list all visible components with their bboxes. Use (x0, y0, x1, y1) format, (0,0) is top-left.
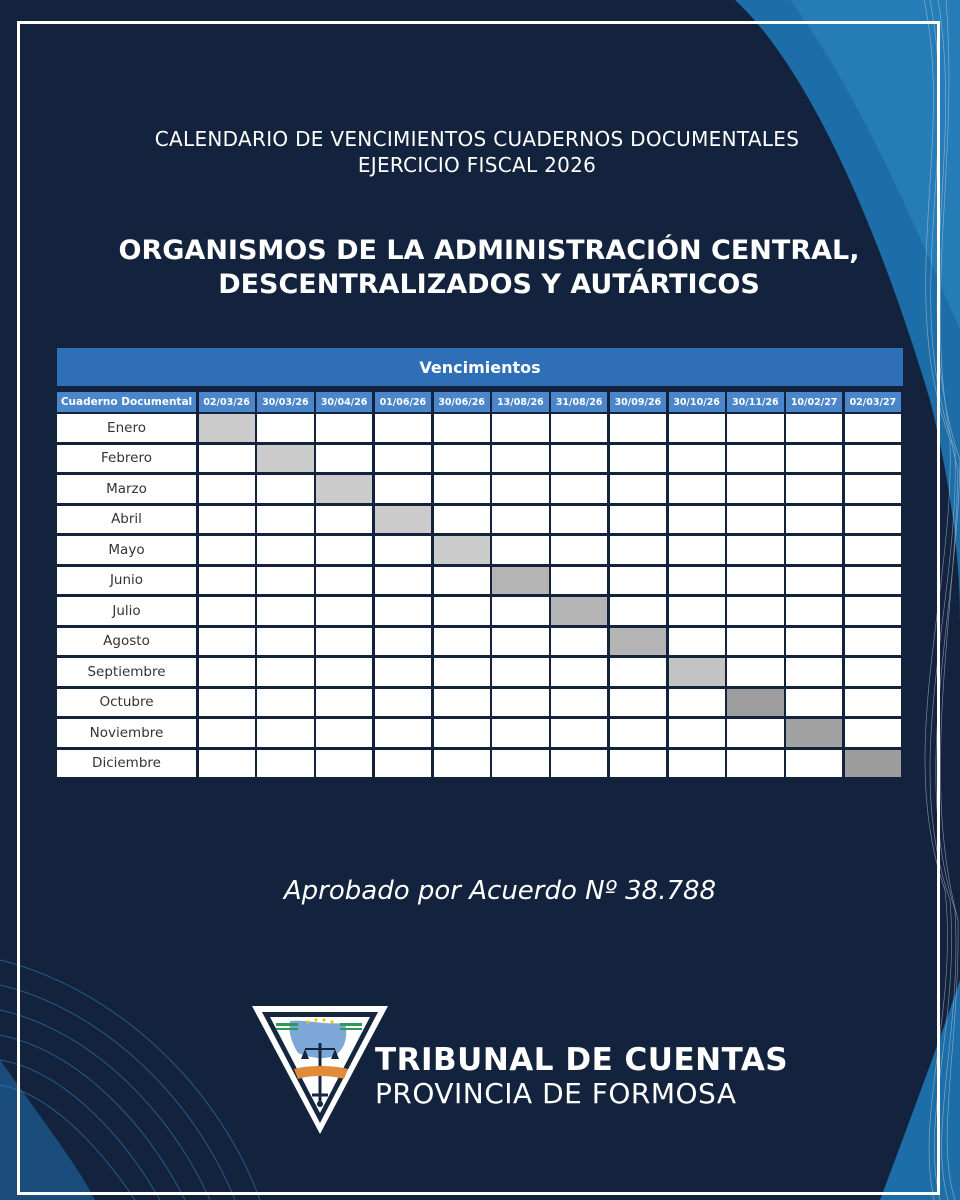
table-cell (492, 597, 548, 625)
table-cell (727, 414, 783, 442)
table-cell (669, 689, 725, 717)
table-cell (492, 506, 548, 534)
table-cell (434, 750, 490, 778)
table-cell (669, 475, 725, 503)
table-cell (551, 506, 607, 534)
row-label: Enero (57, 414, 196, 442)
table-cell (257, 567, 313, 595)
table-cell (551, 689, 607, 717)
table-cell (434, 414, 490, 442)
row-label: Diciembre (57, 750, 196, 778)
table-cell (727, 445, 783, 473)
table-cell (316, 506, 372, 534)
due-cell (786, 719, 842, 747)
row-label: Junio (57, 567, 196, 595)
row-label: Mayo (57, 536, 196, 564)
table-cell (316, 567, 372, 595)
table-cell (199, 445, 255, 473)
table-cell (610, 536, 666, 564)
tribunal-de-cuentas-emblem-icon (250, 1003, 390, 1137)
column-header-date: 30/03/26 (257, 392, 313, 412)
table-cell (434, 475, 490, 503)
row-label: Julio (57, 597, 196, 625)
table-cell (257, 750, 313, 778)
table-cell (551, 536, 607, 564)
table-cell (551, 414, 607, 442)
column-header-date: 01/06/26 (375, 392, 431, 412)
table-cell (610, 750, 666, 778)
due-cell (375, 506, 431, 534)
table-cell (610, 567, 666, 595)
table-cell (257, 689, 313, 717)
table-cell (551, 445, 607, 473)
table-cell (610, 445, 666, 473)
table-cell (375, 445, 431, 473)
table-cell (551, 719, 607, 747)
table-cell (845, 567, 901, 595)
column-header-cuaderno: Cuaderno Documental (57, 392, 196, 412)
row-label: Abril (57, 506, 196, 534)
table-cell (845, 414, 901, 442)
approval-note: Aprobado por Acuerdo Nº 38.788 (283, 876, 717, 906)
table-cell (375, 628, 431, 656)
table-cell (257, 597, 313, 625)
table-cell (257, 506, 313, 534)
table-cell (199, 658, 255, 686)
table-cell (199, 750, 255, 778)
table-cell (727, 719, 783, 747)
table-cell (434, 658, 490, 686)
table-cell (316, 689, 372, 717)
due-cell (492, 567, 548, 595)
table-cell (375, 567, 431, 595)
title-line-1: ORGANISMOS DE LA ADMINISTRACIÓN CENTRAL, (118, 235, 860, 266)
table-cell (669, 506, 725, 534)
due-cell (199, 414, 255, 442)
table-cell (551, 750, 607, 778)
table-cell (610, 506, 666, 534)
table-cell (492, 414, 548, 442)
table-cell (551, 658, 607, 686)
table-cell (375, 597, 431, 625)
table-cell (669, 719, 725, 747)
title-line-2: DESCENTRALIZADOS Y AUTÁRTICOS (218, 269, 760, 300)
table-cell (845, 475, 901, 503)
table-cell (492, 628, 548, 656)
table-cell (375, 658, 431, 686)
column-header-date: 30/04/26 (316, 392, 372, 412)
table-cell (492, 750, 548, 778)
table-cell (434, 567, 490, 595)
table-cell (786, 445, 842, 473)
table-cell (551, 567, 607, 595)
due-cell (845, 750, 901, 778)
row-label: Marzo (57, 475, 196, 503)
table-cell (727, 750, 783, 778)
table-cell (199, 506, 255, 534)
table-cell (786, 536, 842, 564)
table-cell (199, 536, 255, 564)
table-cell (669, 750, 725, 778)
table-cell (199, 567, 255, 595)
table-cell (492, 689, 548, 717)
table-cell (669, 597, 725, 625)
column-header-date: 10/02/27 (786, 392, 842, 412)
table-cell (551, 475, 607, 503)
row-label: Noviembre (57, 719, 196, 747)
table-cell (669, 567, 725, 595)
column-header-date: 31/08/26 (551, 392, 607, 412)
due-cell (727, 689, 783, 717)
table-cell (492, 475, 548, 503)
row-label: Agosto (57, 628, 196, 656)
table-cell (669, 536, 725, 564)
table-cell (316, 750, 372, 778)
table-cell (434, 597, 490, 625)
table-cell (199, 475, 255, 503)
table-cell (845, 597, 901, 625)
table-cell (492, 719, 548, 747)
table-cell (786, 506, 842, 534)
table-cell (316, 414, 372, 442)
table-cell (669, 445, 725, 473)
table-cell (727, 536, 783, 564)
table-cell (786, 628, 842, 656)
page-subtitle (0, 126, 954, 178)
organization-subtitle: PROVINCIA DE FORMOSA (375, 1077, 737, 1110)
table-cell (375, 414, 431, 442)
table-cell (727, 506, 783, 534)
organization-name: TRIBUNAL DE CUENTAS (375, 1042, 789, 1078)
due-cell (610, 628, 666, 656)
table-cell (669, 628, 725, 656)
column-header-date: 02/03/27 (845, 392, 901, 412)
table-cell (199, 597, 255, 625)
table-cell (375, 536, 431, 564)
table-cell (257, 658, 313, 686)
table-cell (199, 628, 255, 656)
table-cell (845, 628, 901, 656)
table-cell (434, 689, 490, 717)
page-title (0, 234, 960, 302)
row-label: Octubre (57, 689, 196, 717)
due-cell (434, 536, 490, 564)
table-cell (786, 658, 842, 686)
table-cell (375, 689, 431, 717)
table-cell (434, 506, 490, 534)
table-cell (610, 414, 666, 442)
table-cell (669, 414, 725, 442)
table-cell (786, 597, 842, 625)
table-cell (786, 414, 842, 442)
table-cell (845, 536, 901, 564)
table-cell (727, 597, 783, 625)
table-cell (257, 628, 313, 656)
due-cell (316, 475, 372, 503)
table-cell (257, 536, 313, 564)
table-cell (199, 689, 255, 717)
table-cell (434, 628, 490, 656)
table-cell (257, 475, 313, 503)
table-cell (610, 719, 666, 747)
row-label: Febrero (57, 445, 196, 473)
table-cell (434, 445, 490, 473)
schedule-table (57, 392, 903, 780)
table-cell (845, 658, 901, 686)
table-cell (727, 628, 783, 656)
column-header-date: 13/08/26 (492, 392, 548, 412)
column-header-date: 30/09/26 (610, 392, 666, 412)
table-cell (786, 475, 842, 503)
due-cell (669, 658, 725, 686)
table-cell (551, 628, 607, 656)
table-cell (316, 658, 372, 686)
table-cell (257, 719, 313, 747)
table-cell (316, 719, 372, 747)
table-cell (610, 658, 666, 686)
column-header-date: 02/03/26 (199, 392, 255, 412)
table-group-header: Vencimientos (57, 348, 903, 386)
table-cell (492, 658, 548, 686)
table-cell (845, 719, 901, 747)
table-cell (316, 536, 372, 564)
table-cell (786, 689, 842, 717)
table-cell (727, 475, 783, 503)
column-header-date: 30/11/26 (727, 392, 783, 412)
table-cell (375, 475, 431, 503)
row-label: Septiembre (57, 658, 196, 686)
table-cell (316, 445, 372, 473)
table-cell (610, 689, 666, 717)
table-cell (610, 597, 666, 625)
table-cell (492, 536, 548, 564)
table-cell (845, 506, 901, 534)
table-cell (727, 658, 783, 686)
subtitle-line-1: CALENDARIO DE VENCIMIENTOS CUADERNOS DOCUMENTALES (154, 127, 800, 151)
table-cell (845, 689, 901, 717)
table-cell (786, 567, 842, 595)
table-cell (845, 445, 901, 473)
due-cell (257, 445, 313, 473)
table-cell (786, 750, 842, 778)
table-cell (199, 719, 255, 747)
subtitle-line-2: EJERCICIO FISCAL 2026 (357, 153, 597, 177)
table-cell (610, 475, 666, 503)
table-cell (316, 597, 372, 625)
table-cell (257, 414, 313, 442)
table-cell (375, 750, 431, 778)
due-cell (551, 597, 607, 625)
column-header-date: 30/06/26 (434, 392, 490, 412)
column-header-date: 30/10/26 (669, 392, 725, 412)
table-cell (434, 719, 490, 747)
table-cell (492, 445, 548, 473)
table-cell (375, 719, 431, 747)
table-cell (316, 628, 372, 656)
table-cell (727, 567, 783, 595)
